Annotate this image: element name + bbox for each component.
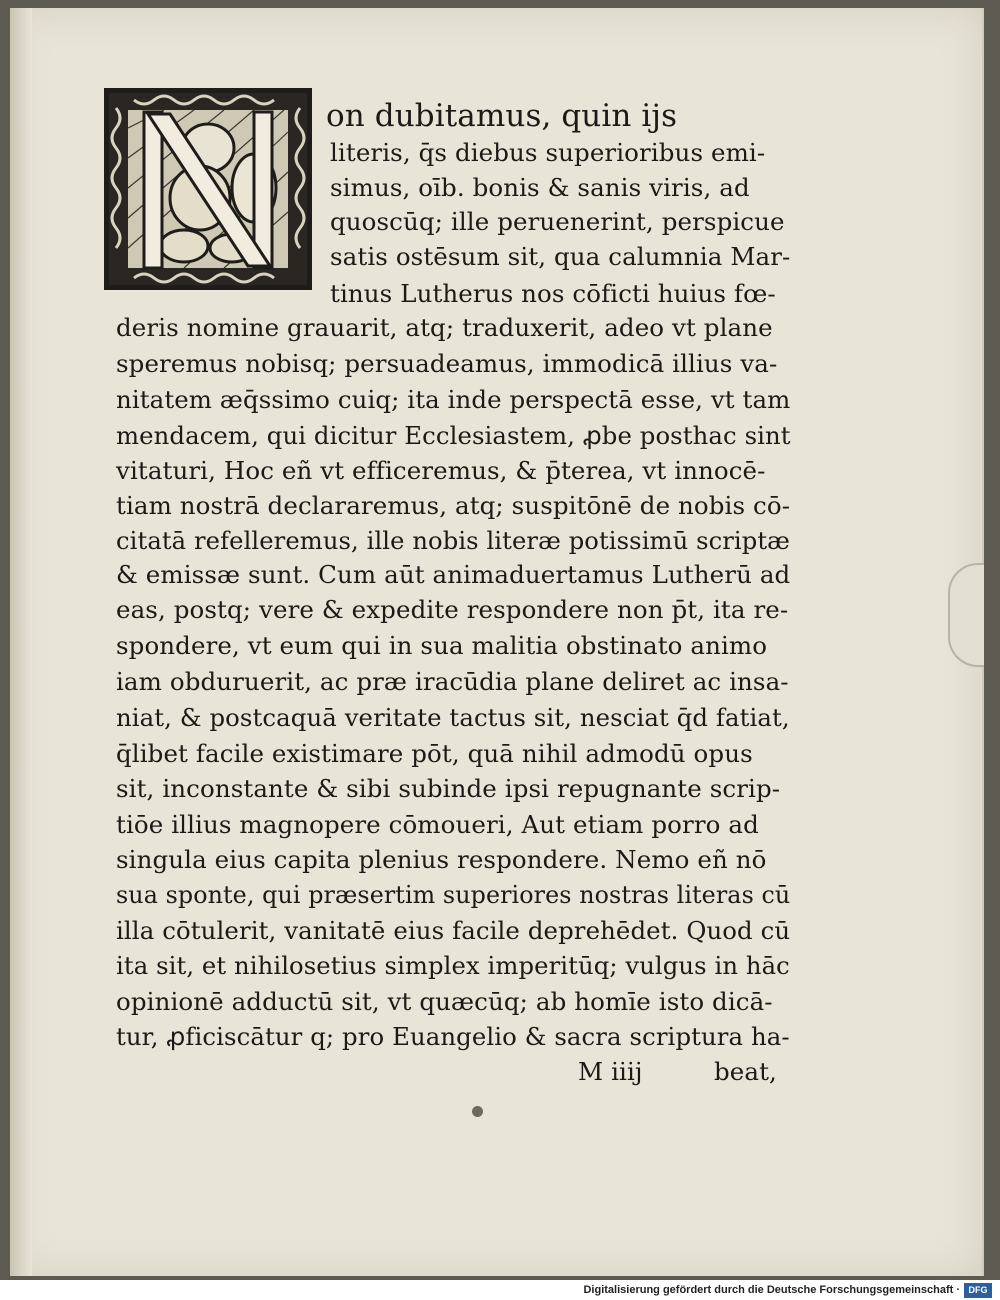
text-line: sua sponte, qui præsertim superiores nostras literas cū bbox=[116, 880, 791, 909]
text-line: satis ostēsum sit, qua calumnia Mar- bbox=[330, 242, 791, 271]
text-line: tinus Lutherus nos cōficti huius fœ- bbox=[330, 279, 776, 308]
page-tab-edge bbox=[948, 563, 984, 667]
text-line: niat, & postcaquā veritate tactus sit, nesciat q̄d fatiat, bbox=[116, 703, 790, 732]
text-line: nitatem æq̄ssimo cuiq; ita inde perspectā esse, vt tam bbox=[116, 385, 791, 414]
signature-mark: M iiij bbox=[578, 1057, 643, 1086]
text-line: sit, inconstante & sibi subinde ipsi repugnante scrip- bbox=[116, 774, 781, 803]
text-line: q̄libet facile existimare pōt, quā nihil admodū opus bbox=[116, 739, 753, 768]
text-line: ita sit, et nihilosetius simplex imperitūq; vulgus in hāc bbox=[116, 951, 790, 980]
text-line: speremus nobisq; persuadeamus, immodicā illius va- bbox=[116, 349, 778, 378]
text-line: iam obduruerit, ac præ iracūdia plane deliret ac insa- bbox=[116, 667, 789, 696]
text-line: singula eius capita plenius respondere. Nemo eñ nō bbox=[116, 845, 767, 874]
text-line: illa cōtulerit, vanitatē eius facile deprehēdet. Quod cū bbox=[116, 916, 791, 945]
text-line: literis, q̄s diebus superioribus emi- bbox=[330, 138, 766, 167]
text-line: vitaturi, Hoc eñ vt efficeremus, & p̄terea, vt innocē- bbox=[116, 456, 766, 485]
text-line: quoscūq; ille peruenerint, perspicue bbox=[330, 207, 785, 236]
decorated-initial-letter bbox=[104, 88, 312, 290]
page-gutter-shadow bbox=[10, 8, 32, 1276]
text-line: tiam nostrā declararemus, atq; suspitōnē de nobis cō- bbox=[116, 491, 791, 520]
text-line-first: on dubitamus, quin ijs bbox=[326, 98, 678, 134]
text-line: spondere, vt eum qui in sua malitia obstinato animo bbox=[116, 631, 768, 660]
text-line: tiōe illius magnopere cōmoueri, Aut etiam porro ad bbox=[116, 810, 759, 839]
text-line: & emissæ sunt. Cum aūt animaduertamus Lutherū ad bbox=[116, 560, 791, 589]
catchword: beat, bbox=[714, 1057, 777, 1086]
text-line: mendacem, qui dicitur Ecclesiastem, ꝓbe posthac sint bbox=[116, 421, 791, 450]
text-line: tur, ꝓficiscātur q; pro Euangelio & sacra scriptura ha- bbox=[116, 1022, 790, 1051]
digitization-footer bbox=[0, 1282, 1000, 1300]
dfg-logo: DFG bbox=[964, 1283, 992, 1298]
page-punch-mark bbox=[472, 1106, 483, 1117]
text-line: citatā refelleremus, ille nobis literæ potissimū scriptæ bbox=[116, 526, 791, 555]
woodcut-initial-illustration bbox=[104, 88, 312, 290]
footer-credit: Digitalisierung gefördert durch die Deutsche Forschungsgemeinschaft · bbox=[583, 1284, 960, 1296]
text-line: deris nomine grauarit, atq; traduxerit, adeo vt plane bbox=[116, 313, 773, 342]
text-line: simus, oīb. bonis & sanis viris, ad bbox=[330, 173, 750, 202]
text-line: opinionē adductū sit, vt quæcūq; ab homīe isto dicā- bbox=[116, 987, 773, 1016]
text-line: eas, postq; vere & expedite respondere non p̄t, ita re- bbox=[116, 595, 789, 624]
